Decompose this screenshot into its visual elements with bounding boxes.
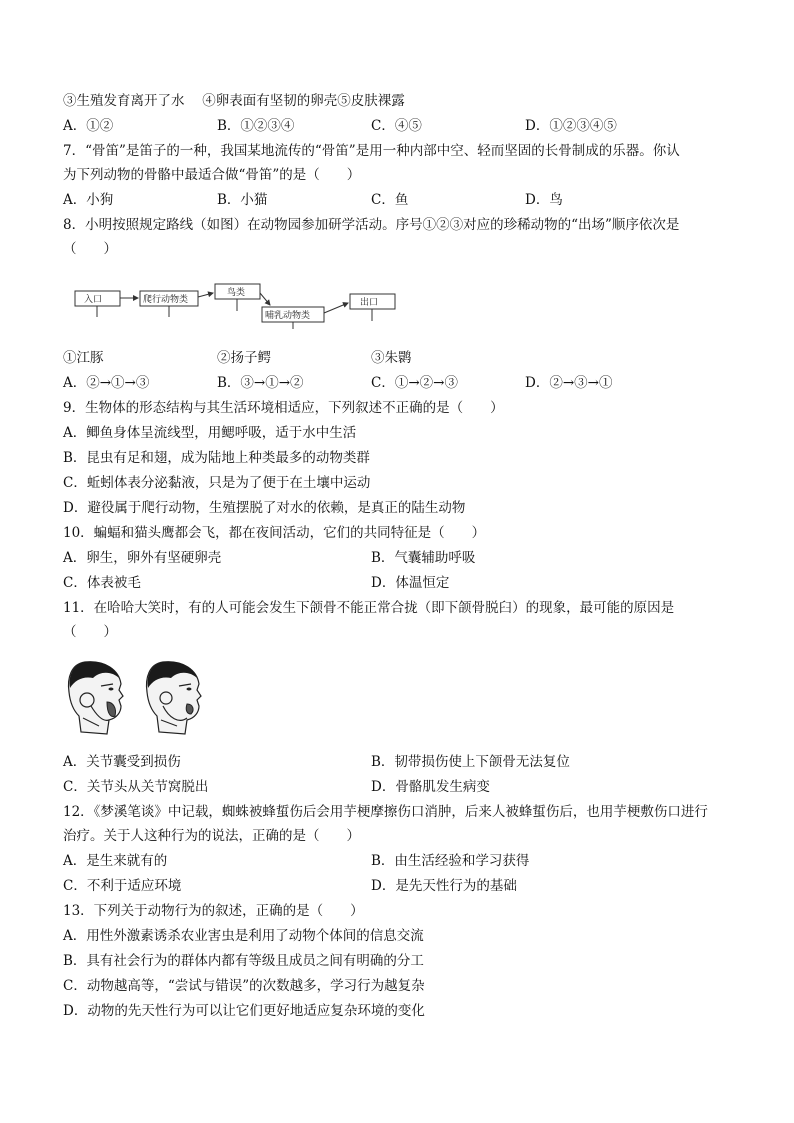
route-arrow (260, 293, 270, 305)
q8-animal-2: ②扬子鳄 (217, 350, 271, 366)
q11-option-b: B．韧带损伤使上下颌骨无法复位 (371, 754, 570, 770)
q13-stem: 13．下列关于动物行为的叙述，正确的是（ ） (63, 903, 364, 919)
intro-option-d: D．①②③④⑤ (525, 118, 617, 134)
q7-stem-2: 为下列动物的骨骼中最适合做“骨笛”的是（ ） (63, 167, 361, 183)
q11-stem-2: （ ） (63, 624, 117, 640)
q8-stem-1: 8．小明按照规定路线（如图）在动物园参加研学活动。序号①②③对应的珍稀动物的“出场”顺序依次是 (63, 217, 680, 233)
q13-option-b: B．具有社会行为的群体内都有等级且成员之间有明确的分工 (63, 953, 424, 969)
q8-stem-2: （ ） (63, 241, 117, 257)
q11-stem-1: 11．在哈哈大笑时，有的人可能会发生下颌骨不能正常合拢（即下颌骨脱臼）的现象，最可能的原因是 (63, 600, 675, 616)
exit-label: 出口 (360, 298, 379, 308)
intro-line: ③生殖发育离开了水 ④卵表面有坚韧的卵壳⑤皮肤裸露 (63, 93, 405, 109)
route-arrow (324, 303, 348, 313)
q9-option-b: B．昆虫有足和翅，成为陆地上种类最多的动物类群 (63, 450, 370, 466)
q7-option-a: A．小狗 (63, 192, 114, 208)
q9-option-a: A．鲫鱼身体呈流线型，用鳃呼吸，适于水中生活 (63, 425, 357, 441)
q11-option-d: D．骨骼肌发生病变 (371, 779, 490, 795)
q13-option-a: A．用性外激素诱杀农业害虫是利用了动物个体间的信息交流 (63, 928, 424, 944)
q11-option-a: A．关节囊受到损伤 (63, 754, 181, 770)
q10-stem: 10．蝙蝠和猫头鹰都会飞，都在夜间活动，它们的共同特征是（ ） (63, 525, 486, 541)
q12-stem-2: 治疗。关于人这种行为的说法，正确的是（ ） (63, 828, 360, 844)
reptiles-label: 爬行动物类 (143, 295, 189, 305)
q7-option-d: D．鸟 (525, 192, 563, 208)
q7-stem-1: 7．“骨笛”是笛子的一种，我国某地流传的“骨笛”是用一种内部中空、轻而坚固的长骨制成的乐器。你认 (63, 143, 680, 159)
jaw-dislocation-illustration (63, 656, 213, 738)
q8-option-b: B．③→①→② (217, 375, 304, 391)
intro-option-c: C．④⑤ (371, 118, 422, 134)
q8-option-a: A．②→①→③ (63, 375, 150, 391)
q10-option-c: C．体表被毛 (63, 575, 141, 591)
mammals-label: 哺乳动物类 (265, 311, 311, 321)
q7-option-b: B．小猫 (217, 192, 268, 208)
q11-option-c: C．关节头从关节窝脱出 (63, 779, 209, 795)
entrance-label: 入口 (84, 295, 103, 305)
q8-option-c: C．①→②→③ (371, 375, 458, 391)
q9-option-d: D．避役属于爬行动物，生殖摆脱了对水的依赖，是真正的陆生动物 (63, 500, 466, 516)
zoo-route-diagram (70, 277, 400, 329)
q10-option-d: D．体温恒定 (371, 575, 450, 591)
q13-option-c: C．动物越高等，“尝试与错误”的次数越多，学习行为越复杂 (63, 978, 425, 994)
q9-option-c: C．蚯蚓体表分泌黏液，只是为了便于在土壤中运动 (63, 475, 371, 491)
q8-option-d: D．②→③→① (525, 375, 613, 391)
q12-stem-1: 12．《梦溪笔谈》中记载，蜘蛛被蜂蜇伤后会用芋梗摩擦伤口消肿，后来人被蜂蜇伤后，也用芋梗敷伤口进行 (63, 804, 708, 820)
q12-option-c: C．不利于适应环境 (63, 878, 182, 894)
q12-option-d: D．是先天性行为的基础 (371, 878, 517, 894)
face-illustration-left (69, 662, 123, 734)
q12-option-b: B．由生活经验和学习获得 (371, 853, 530, 869)
q7-option-c: C．鱼 (371, 192, 409, 208)
intro-option-b: B．①②③④ (217, 118, 295, 134)
q8-animal-1: ①江豚 (63, 350, 104, 366)
route-arrow (198, 293, 213, 297)
intro-option-a: A．①② (63, 118, 114, 134)
q12-option-a: A．是生来就有的 (63, 853, 168, 869)
q10-option-a: A．卵生，卵外有坚硬卵壳 (63, 550, 222, 566)
birds-label: 鸟类 (227, 288, 246, 298)
q8-animal-3: ③朱鹮 (371, 350, 412, 366)
q13-option-d: D．动物的先天性行为可以让它们更好地适应复杂环境的变化 (63, 1003, 425, 1019)
q9-stem: 9．生物体的形态结构与其生活环境相适应，下列叙述不正确的是（ ） (63, 400, 504, 416)
q10-option-b: B．气囊辅助呼吸 (371, 550, 476, 566)
face-illustration-right (147, 662, 201, 734)
